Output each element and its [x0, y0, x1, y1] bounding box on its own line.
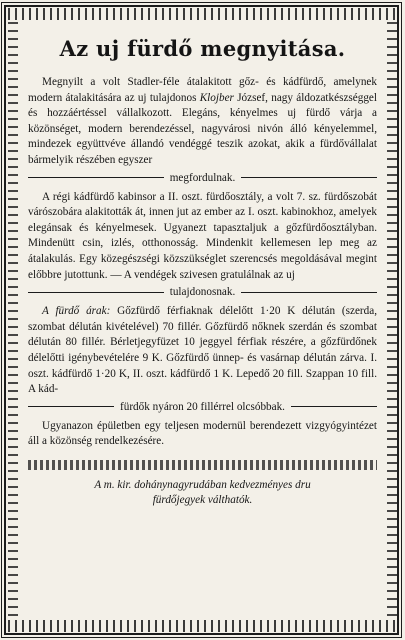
p1-tail: megfordulnak.	[169, 171, 236, 184]
p1-rest: József, nagy áldozatkészséggel és hozzáértéssel vállalkozott. Elegáns, kényelmes uj fürdő várja a közönséget, modern berendezéssel, nagyvárosi nivón álló kényelemmel, mindezek együttvéve állandó vendéggé teszik azokat, akik a fürdővállalat bármelyik részében egyszer	[28, 91, 378, 166]
owner-name: Klojber	[199, 91, 234, 104]
rule-line	[241, 177, 377, 178]
article-title: Az uj fürdő megnyitása.	[59, 36, 346, 61]
ornament-top	[8, 8, 397, 20]
article	[28, 30, 377, 509]
ornament-bottom	[8, 620, 397, 632]
footer-line-2: fürdőjegyek válthatók.	[152, 494, 253, 507]
rule-line	[28, 406, 114, 407]
prices-label: A fürdő árak:	[42, 305, 111, 318]
paragraph-prices	[28, 304, 377, 398]
paragraph-hydrotherapy: Ugyanazon épületben egy teljesen modernül berendezett vizgyógyintézet áll a közönség rendelkezésére.	[28, 419, 377, 448]
rule-line	[291, 406, 377, 407]
p2-tail: tulajdonosnak.	[169, 286, 236, 299]
p1-tail-rule	[28, 172, 377, 184]
paragraph-renovation: A régi kádfürdő kabinsor a II. oszt. fürdőosztály, a volt 7. sz. fürdőszobát várószobára alakitották át, innen jut az ember az I. oszt. kabinokhoz, amelyek elegánsak és kényelmesek. Ugyanezt tapasztaljuk a gőzfürdőosztályban. Mindenütt csin, izlés, otthonosság. Mindenkit kellemesen lep meg az átalakulás. Egy közegészségi közszükséglet szerencsés megoldásával megint előbbre jutottunk. — A vendégek szivesen gratulálnak az uj	[28, 190, 377, 281]
ornament-right	[387, 22, 397, 618]
ornament-left	[8, 22, 18, 618]
p3-tail: fürdők nyáron 20 fillérrel olcsóbbak.	[120, 400, 285, 413]
footer-note	[28, 478, 377, 509]
rule-line	[28, 292, 164, 293]
rule-line	[241, 292, 377, 293]
paragraph-opening	[28, 75, 377, 169]
rule-line	[28, 177, 164, 178]
ornamental-divider	[28, 460, 377, 470]
prices-text: Gőzfürdő férfiaknak délelőtt 1·20 K délután (szerda, szombat délután kivételével) 70 fillér. Gőzfürdő nőknek szerdán és szombat délután 80 fillér. Bérletjegyfüzet 10 jeggyel férfiak részére, a gőzfürdőnek délelőtti igénybevételére 9 K. Gőzfürdő ünnep- és vasárnap délután zárva. I. oszt. kádfürdő 1·20 K, II. oszt. kádfürdő 1 K. Lepedő 20 fill. Szappan 10 fill. A kád-	[28, 305, 377, 396]
p3-tail-rule	[28, 401, 377, 413]
p2-tail-rule	[28, 286, 377, 298]
footer-line-1: A m. kir. dohánynagyrudában kedvezményes dru	[94, 478, 311, 491]
p1-text: Megnyilt a volt Stadler-féle átalakitott gőz- és kádfürdő, amelynek modern átalakitására az uj tulajdonos	[28, 76, 377, 104]
